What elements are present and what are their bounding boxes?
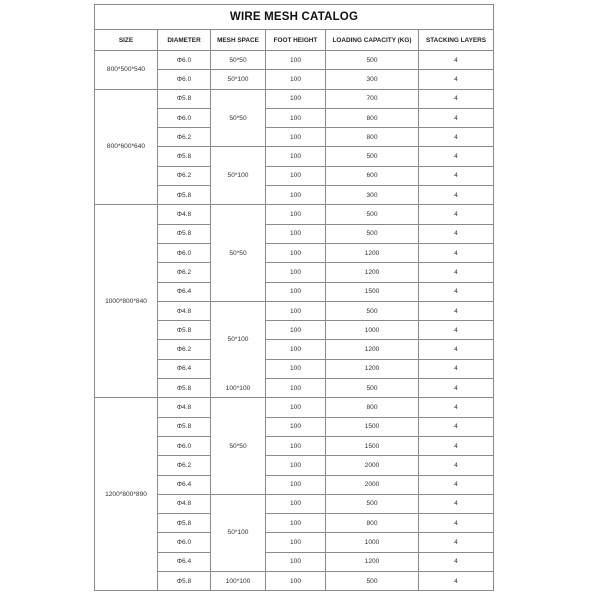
foot-height-cell: 100 <box>266 263 326 282</box>
diameter-cell: Φ4.8 <box>158 398 211 417</box>
diameter-cell: Φ6.2 <box>158 166 211 185</box>
mesh-space-cell: 50*50 <box>211 398 266 494</box>
stacking-layers-cell: 4 <box>419 398 494 417</box>
size-cell: 1200*800*890 <box>95 398 158 591</box>
wire-mesh-catalog-table <box>94 4 494 591</box>
stacking-layers-cell: 4 <box>419 359 494 378</box>
header-size: SIZE <box>95 30 158 51</box>
foot-height-cell: 100 <box>266 456 326 475</box>
stacking-layers-cell: 4 <box>419 89 494 108</box>
diameter-cell: Φ6.0 <box>158 51 211 70</box>
foot-height-cell: 100 <box>266 514 326 533</box>
loading-capacity-cell: 1200 <box>326 359 419 378</box>
foot-height-cell: 100 <box>266 494 326 513</box>
stacking-layers-cell: 4 <box>419 147 494 166</box>
stacking-layers-cell: 4 <box>419 475 494 494</box>
loading-capacity-cell: 2000 <box>326 456 419 475</box>
stacking-layers-cell: 4 <box>419 108 494 127</box>
foot-height-cell: 100 <box>266 186 326 205</box>
diameter-cell: Φ6.2 <box>158 128 211 147</box>
loading-capacity-cell: 500 <box>326 51 419 70</box>
foot-height-cell: 100 <box>266 301 326 320</box>
diameter-cell: Φ6.0 <box>158 436 211 455</box>
stacking-layers-cell: 4 <box>419 494 494 513</box>
table-row <box>95 51 494 70</box>
loading-capacity-cell: 1500 <box>326 417 419 436</box>
loading-capacity-cell: 500 <box>326 147 419 166</box>
table-row <box>95 205 494 224</box>
loading-capacity-cell: 500 <box>326 494 419 513</box>
stacking-layers-cell: 4 <box>419 166 494 185</box>
diameter-cell: Φ4.8 <box>158 494 211 513</box>
diameter-cell: Φ6.0 <box>158 243 211 262</box>
diameter-cell: Φ5.8 <box>158 224 211 243</box>
diameter-cell: Φ5.8 <box>158 321 211 340</box>
stacking-layers-cell: 4 <box>419 572 494 591</box>
diameter-cell: Φ4.8 <box>158 205 211 224</box>
loading-capacity-cell: 1500 <box>326 282 419 301</box>
foot-height-cell: 100 <box>266 417 326 436</box>
diameter-cell: Φ5.8 <box>158 417 211 436</box>
stacking-layers-cell: 4 <box>419 301 494 320</box>
stacking-layers-cell: 4 <box>419 263 494 282</box>
loading-capacity-cell: 500 <box>326 301 419 320</box>
loading-capacity-cell: 1500 <box>326 436 419 455</box>
diameter-cell: Φ6.0 <box>158 533 211 552</box>
loading-capacity-cell: 500 <box>326 205 419 224</box>
foot-height-cell: 100 <box>266 224 326 243</box>
stacking-layers-cell: 4 <box>419 533 494 552</box>
diameter-cell: Φ5.8 <box>158 147 211 166</box>
diameter-cell: Φ6.4 <box>158 552 211 571</box>
foot-height-cell: 100 <box>266 533 326 552</box>
stacking-layers-cell: 4 <box>419 186 494 205</box>
title-row <box>95 5 494 30</box>
mesh-space-cell: 100*100 <box>211 379 266 398</box>
size-cell: 1000*800*840 <box>95 205 158 398</box>
diameter-cell: Φ6.0 <box>158 108 211 127</box>
loading-capacity-cell: 300 <box>326 186 419 205</box>
stacking-layers-cell: 4 <box>419 436 494 455</box>
mesh-space-cell: 50*100 <box>211 494 266 571</box>
foot-height-cell: 100 <box>266 379 326 398</box>
stacking-layers-cell: 4 <box>419 243 494 262</box>
stacking-layers-cell: 4 <box>419 514 494 533</box>
table-row <box>95 89 494 108</box>
stacking-layers-cell: 4 <box>419 456 494 475</box>
diameter-cell: Φ5.8 <box>158 379 211 398</box>
foot-height-cell: 100 <box>266 398 326 417</box>
header-row <box>95 30 494 51</box>
loading-capacity-cell: 800 <box>326 398 419 417</box>
table-row <box>95 398 494 417</box>
mesh-space-cell: 50*100 <box>211 301 266 378</box>
diameter-cell: Φ5.8 <box>158 186 211 205</box>
stacking-layers-cell: 4 <box>419 417 494 436</box>
loading-capacity-cell: 300 <box>326 70 419 89</box>
size-cell: 800*600*640 <box>95 89 158 205</box>
header-foot-height: FOOT HEIGHT <box>266 30 326 51</box>
loading-capacity-cell: 800 <box>326 108 419 127</box>
mesh-space-cell: 50*100 <box>211 147 266 205</box>
foot-height-cell: 100 <box>266 359 326 378</box>
stacking-layers-cell: 4 <box>419 321 494 340</box>
stacking-layers-cell: 4 <box>419 552 494 571</box>
loading-capacity-cell: 1200 <box>326 340 419 359</box>
catalog-body <box>95 51 494 591</box>
mesh-space-cell: 50*50 <box>211 205 266 301</box>
diameter-cell: Φ6.2 <box>158 340 211 359</box>
stacking-layers-cell: 4 <box>419 205 494 224</box>
stacking-layers-cell: 4 <box>419 51 494 70</box>
header-stacking-layers: STACKING LAYERS <box>419 30 494 51</box>
diameter-cell: Φ6.0 <box>158 70 211 89</box>
mesh-space-cell: 100*100 <box>211 572 266 591</box>
foot-height-cell: 100 <box>266 436 326 455</box>
header-diameter: DIAMETER <box>158 30 211 51</box>
diameter-cell: Φ5.8 <box>158 514 211 533</box>
diameter-cell: Φ4.8 <box>158 301 211 320</box>
loading-capacity-cell: 800 <box>326 128 419 147</box>
loading-capacity-cell: 500 <box>326 379 419 398</box>
diameter-cell: Φ6.2 <box>158 263 211 282</box>
foot-height-cell: 100 <box>266 243 326 262</box>
loading-capacity-cell: 2000 <box>326 475 419 494</box>
loading-capacity-cell: 1200 <box>326 243 419 262</box>
foot-height-cell: 100 <box>266 205 326 224</box>
foot-height-cell: 100 <box>266 572 326 591</box>
diameter-cell: Φ5.8 <box>158 89 211 108</box>
diameter-cell: Φ6.4 <box>158 282 211 301</box>
loading-capacity-cell: 700 <box>326 89 419 108</box>
foot-height-cell: 100 <box>266 321 326 340</box>
foot-height-cell: 100 <box>266 166 326 185</box>
foot-height-cell: 100 <box>266 51 326 70</box>
loading-capacity-cell: 1000 <box>326 533 419 552</box>
stacking-layers-cell: 4 <box>419 224 494 243</box>
loading-capacity-cell: 500 <box>326 572 419 591</box>
stacking-layers-cell: 4 <box>419 282 494 301</box>
foot-height-cell: 100 <box>266 128 326 147</box>
loading-capacity-cell: 600 <box>326 166 419 185</box>
loading-capacity-cell: 800 <box>326 514 419 533</box>
foot-height-cell: 100 <box>266 147 326 166</box>
loading-capacity-cell: 1200 <box>326 552 419 571</box>
header-loading-capacity: LOADING CAPACITY (KG) <box>326 30 419 51</box>
loading-capacity-cell: 1200 <box>326 263 419 282</box>
stacking-layers-cell: 4 <box>419 70 494 89</box>
foot-height-cell: 100 <box>266 475 326 494</box>
foot-height-cell: 100 <box>266 282 326 301</box>
mesh-space-cell: 50*50 <box>211 51 266 70</box>
size-cell: 800*500*540 <box>95 51 158 90</box>
diameter-cell: Φ6.2 <box>158 456 211 475</box>
stacking-layers-cell: 4 <box>419 340 494 359</box>
mesh-space-cell: 50*50 <box>211 89 266 147</box>
stacking-layers-cell: 4 <box>419 128 494 147</box>
foot-height-cell: 100 <box>266 552 326 571</box>
loading-capacity-cell: 500 <box>326 224 419 243</box>
header-mesh-space: MESH SPACE <box>211 30 266 51</box>
loading-capacity-cell: 1000 <box>326 321 419 340</box>
foot-height-cell: 100 <box>266 340 326 359</box>
diameter-cell: Φ6.4 <box>158 359 211 378</box>
mesh-space-cell: 50*100 <box>211 70 266 89</box>
diameter-cell: Φ5.8 <box>158 572 211 591</box>
foot-height-cell: 100 <box>266 108 326 127</box>
catalog-title: WIRE MESH CATALOG <box>95 5 494 30</box>
stacking-layers-cell: 4 <box>419 379 494 398</box>
foot-height-cell: 100 <box>266 70 326 89</box>
diameter-cell: Φ6.4 <box>158 475 211 494</box>
foot-height-cell: 100 <box>266 89 326 108</box>
